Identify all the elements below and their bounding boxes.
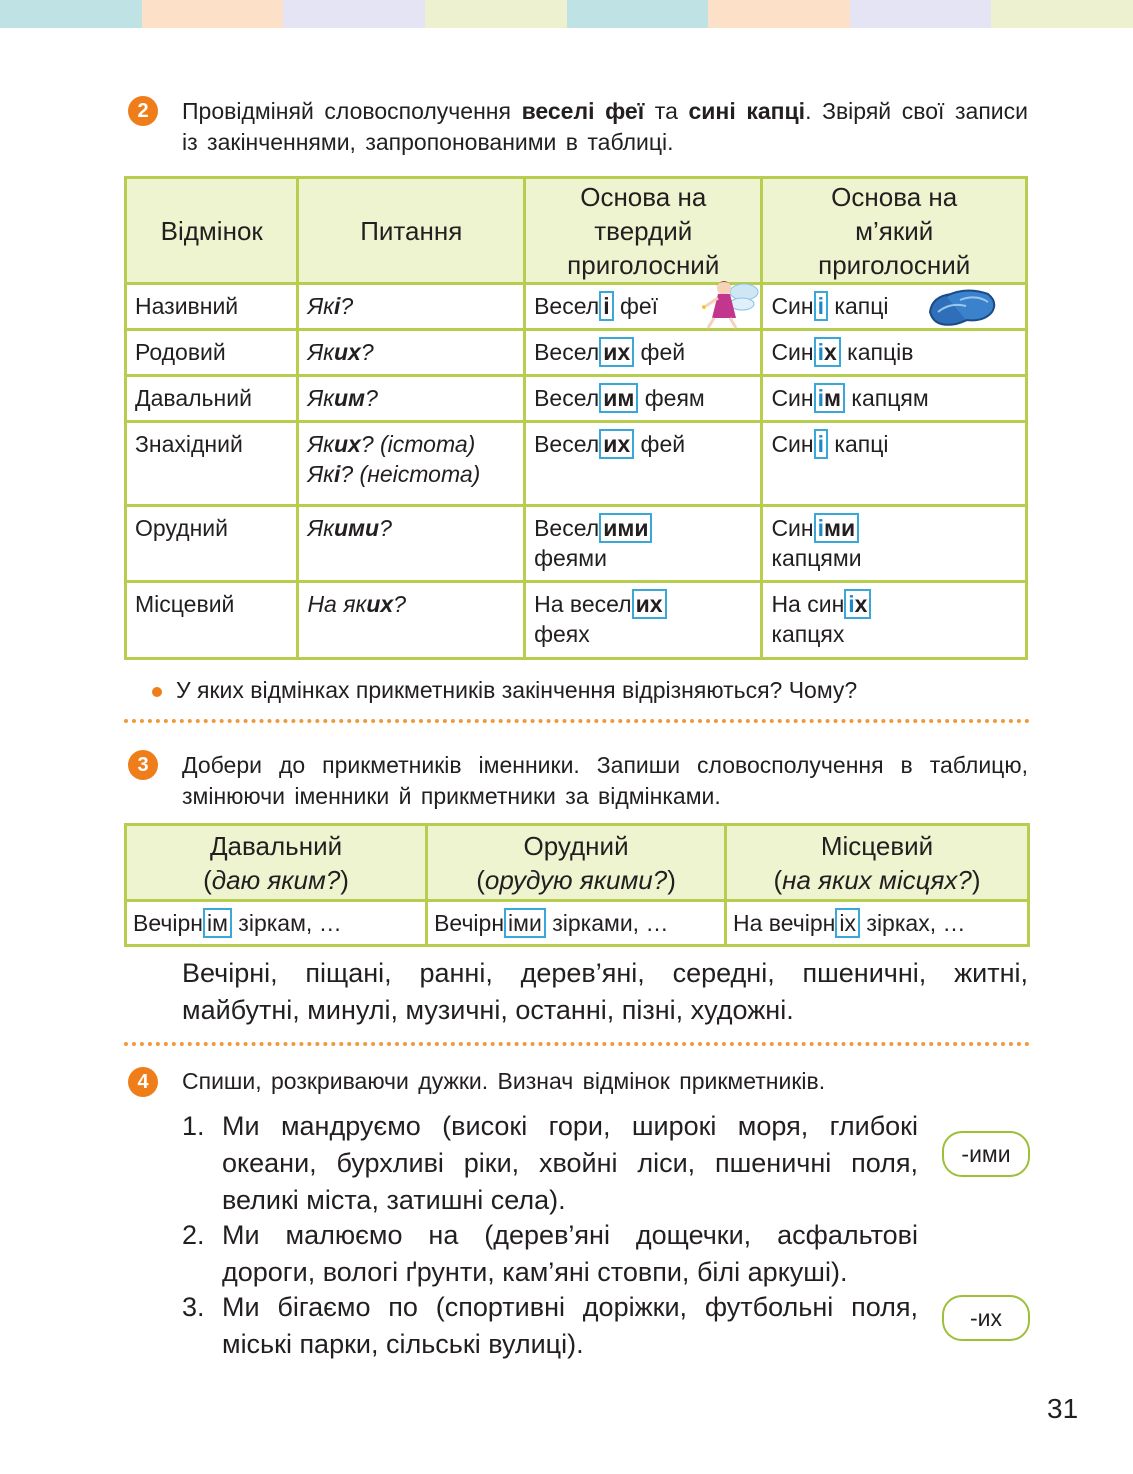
header-hard-stem-text: Основа на твердий приголосний xyxy=(567,181,720,280)
page-number: 31 xyxy=(1047,1393,1079,1424)
word-stem: Весел xyxy=(534,515,600,541)
header-soft-stem-text: Основа на м’який приголосний xyxy=(818,181,971,280)
question-rest: ? (неістота) xyxy=(340,461,481,487)
word-stem: Вечірн xyxy=(434,910,505,936)
noun: зірках, … xyxy=(860,910,966,936)
color-stripe xyxy=(283,0,425,28)
color-stripe xyxy=(425,0,567,28)
soft-stem-cell xyxy=(762,330,1027,376)
word-stem: Вечірн xyxy=(133,910,203,936)
question-text: У яких відмінках прикметників закінчення відрізняються? Чому? xyxy=(176,677,858,703)
ending-rest: х xyxy=(854,591,868,617)
table-row xyxy=(126,330,1027,376)
paren: ) xyxy=(971,864,981,895)
question-ending: их xyxy=(366,591,394,617)
question-ending: их xyxy=(333,431,361,457)
exercise-item-text: Ми малюємо на (дерев’яні дощечки, асфальтові дороги, вологі ґрунти, кам’яні стовпи, білі аркуші). xyxy=(222,1220,918,1287)
table-row xyxy=(126,422,1027,506)
header-question: Питання xyxy=(298,178,525,284)
paren: ( xyxy=(476,864,485,895)
table-row xyxy=(126,506,1027,582)
ending-box: их xyxy=(599,337,634,367)
question-ending: ими xyxy=(333,515,380,541)
hard-stem-cell xyxy=(525,582,762,659)
case-cell xyxy=(126,376,298,422)
soft-stem-cell xyxy=(762,506,1027,582)
exercise-item-number: 3. xyxy=(182,1292,205,1322)
soft-stem-cell xyxy=(762,376,1027,422)
question-stem: Як xyxy=(307,293,334,319)
ending-box xyxy=(814,291,828,321)
case-cell xyxy=(126,284,298,330)
task-4-number: 4 xyxy=(128,1067,158,1097)
exercise-item-text: Ми бігаємо по (спортивні доріжки, футбольні поля, міські парки, сільські вулиці). xyxy=(222,1292,918,1359)
case-name: Родовий xyxy=(135,339,226,365)
color-stripe xyxy=(142,0,284,28)
case-title: Орудний xyxy=(523,830,629,861)
question-cell xyxy=(298,376,525,422)
paren: ) xyxy=(667,864,676,895)
case-cell xyxy=(126,582,298,659)
exercise-item-number: 1. xyxy=(182,1111,205,1141)
case-name: Місцевий xyxy=(135,591,235,617)
hard-stem-cell xyxy=(525,506,762,582)
case-question: орудую якими? xyxy=(484,864,668,895)
word-stem: Син xyxy=(771,339,814,365)
noun: капцях xyxy=(771,621,845,647)
task-2-text-c: . Звіряй свої записи із закінченнями, запропонованими в таблиці. xyxy=(182,98,1029,155)
task-2-phrase-2: сині капці xyxy=(688,98,806,124)
word-stem: Син xyxy=(771,431,814,457)
table-row xyxy=(126,376,1027,422)
ending-box: іми xyxy=(504,908,546,938)
cases-table xyxy=(124,823,1030,947)
noun: капці xyxy=(828,293,889,319)
word-stem: Син xyxy=(771,515,814,541)
question-stem: Як xyxy=(307,431,334,457)
task-2-text-a: Провідміняй словосполучення xyxy=(182,98,522,124)
soft-stem-cell xyxy=(762,422,1027,506)
question-stem: Як xyxy=(307,461,334,487)
ending-box xyxy=(814,337,841,367)
question-cell xyxy=(298,330,525,376)
color-stripe xyxy=(567,0,709,28)
question-cell xyxy=(298,506,525,582)
question-cell xyxy=(298,422,525,506)
case-name: Давальний xyxy=(135,385,252,411)
hard-stem-cell xyxy=(525,376,762,422)
case-name: Орудний xyxy=(135,515,228,541)
top-color-stripes xyxy=(0,0,1133,28)
case-cell xyxy=(126,506,298,582)
case-name: Знахідний xyxy=(135,431,243,457)
ending-box: ими xyxy=(599,513,652,543)
word-stem: Весел xyxy=(534,293,600,319)
ending-box: им xyxy=(599,383,638,413)
question-bullet xyxy=(152,677,857,704)
question-rest: ? xyxy=(393,591,407,617)
ending-vowel: і xyxy=(817,515,824,541)
paren: ( xyxy=(773,864,783,895)
ending-hint-ykh: -их xyxy=(942,1295,1030,1341)
noun: феях xyxy=(534,621,590,647)
section-divider xyxy=(124,719,1030,723)
case-title: Давальний xyxy=(209,830,343,861)
header-soft-stem xyxy=(762,178,1027,284)
ending-rest: м xyxy=(824,385,842,411)
adjective-word-list: Вечірні, піщані, ранні, дерев’яні, середні, пшеничні, житні, майбутні, минулі, музичні, останні, пізні, художні. xyxy=(182,958,1028,1025)
case-header xyxy=(726,825,1029,901)
soft-stem-cell xyxy=(762,582,1027,659)
question-rest: ? xyxy=(360,339,374,365)
ending-box xyxy=(814,383,845,413)
ending-vowel: і xyxy=(817,431,824,457)
ending-vowel: і xyxy=(848,591,855,617)
noun: капцям xyxy=(845,385,929,411)
example-cell xyxy=(126,901,427,946)
question-ending: им xyxy=(333,385,366,411)
ending-box xyxy=(814,513,860,543)
case-cell xyxy=(126,330,298,376)
question-rest: ? (істота) xyxy=(360,431,476,457)
ending-rest: ми xyxy=(824,515,856,541)
task-2-phrase-1: веселі феї xyxy=(521,98,645,124)
ending-hint-imy: -ими xyxy=(942,1131,1030,1177)
ending-vowel: і xyxy=(817,293,824,319)
noun: капці xyxy=(828,431,889,457)
noun: зірками, … xyxy=(545,910,669,936)
color-stripe xyxy=(0,0,142,28)
case-header xyxy=(126,825,427,901)
word-stem: Син xyxy=(771,293,814,319)
case-name: Називний xyxy=(135,293,239,319)
noun: феям xyxy=(638,385,705,411)
noun: феями xyxy=(534,545,607,571)
table-row xyxy=(126,582,1027,659)
word-stem: На весел xyxy=(534,591,632,617)
ending-vowel: і xyxy=(817,385,824,411)
case-question: даю яким? xyxy=(211,864,341,895)
hard-stem-cell xyxy=(525,330,762,376)
example-cell xyxy=(427,901,726,946)
header-hard-stem xyxy=(525,178,762,284)
ending-box xyxy=(844,589,871,619)
case-cell xyxy=(126,422,298,506)
case-question: на яких місцях? xyxy=(782,864,972,895)
section-divider xyxy=(124,1042,1030,1046)
task-2-number: 2 xyxy=(128,96,158,126)
declension-table xyxy=(124,176,1028,660)
question-ending: і xyxy=(333,293,341,319)
slippers-illustration xyxy=(926,282,998,330)
exercise-item-number: 2. xyxy=(182,1220,205,1250)
color-stripe xyxy=(991,0,1133,28)
exercise-item-1 xyxy=(182,1108,922,1219)
question-cell xyxy=(298,582,525,659)
word-stem: Весел xyxy=(534,431,600,457)
ending-box: их xyxy=(599,429,634,459)
exercise-item-text: Ми мандруємо (високі гори, широкі моря, глибокі океани, бурхливі ріки, хвойні ліси, пшеничні поля, великі міста, затишні села). xyxy=(222,1111,918,1215)
question-cell xyxy=(298,284,525,330)
noun: феї xyxy=(613,293,659,319)
task-3-number: 3 xyxy=(128,750,158,780)
exercise-item-2 xyxy=(182,1217,922,1291)
question-rest: ? xyxy=(365,385,378,411)
hard-stem-cell xyxy=(525,422,762,506)
ending-rest: х xyxy=(824,339,837,365)
question-stem: Як xyxy=(307,385,334,411)
example-cell xyxy=(726,901,1029,946)
color-stripe xyxy=(850,0,992,28)
paren: ( xyxy=(203,864,212,895)
example-row xyxy=(126,901,1029,946)
ending-box: і xyxy=(599,291,613,321)
exercise-item-3 xyxy=(182,1289,922,1363)
noun: зіркам, … xyxy=(231,910,342,936)
question-ending: і xyxy=(333,461,341,487)
task-4-instruction: Спиши, розкриваючи дужки. Визнач відмінок прикметників. xyxy=(182,1068,826,1094)
ending-box: ім xyxy=(203,908,232,938)
paren: ) xyxy=(340,864,349,895)
ending-box: их xyxy=(632,589,667,619)
word-stem: Весел xyxy=(534,339,600,365)
table-row xyxy=(126,284,1027,330)
header-row xyxy=(126,825,1029,901)
question-stem: На як xyxy=(307,591,367,617)
question-stem: Як xyxy=(307,339,334,365)
task-3-instruction: Добери до прикметників іменники. Запиши словосполучення в таблицю, змінюючи іменники й прикметники за відмінками. xyxy=(182,752,1028,809)
task-2-text-b: та xyxy=(644,98,689,124)
bullet-dot-icon xyxy=(152,687,162,697)
question-rest: ? xyxy=(340,293,354,319)
noun: фей xyxy=(634,431,686,457)
word-stem: На вечірн xyxy=(733,910,836,936)
question-ending: их xyxy=(333,339,361,365)
word-stem: На син xyxy=(771,591,845,617)
ending-box: іх xyxy=(835,908,860,938)
question-stem: Як xyxy=(307,515,334,541)
task-2-instruction xyxy=(182,96,1028,158)
color-stripe xyxy=(708,0,850,28)
ending-box xyxy=(814,429,828,459)
word-stem: Весел xyxy=(534,385,600,411)
noun: капцями xyxy=(771,545,862,571)
word-stem: Син xyxy=(771,385,814,411)
fairy-illustration xyxy=(696,278,762,330)
case-title: Місцевий xyxy=(820,830,934,861)
noun: капців xyxy=(840,339,914,365)
ending-vowel: і xyxy=(817,339,824,365)
case-header xyxy=(427,825,726,901)
question-rest: ? xyxy=(379,515,392,541)
noun: фей xyxy=(634,339,686,365)
header-case: Відмінок xyxy=(126,178,298,284)
